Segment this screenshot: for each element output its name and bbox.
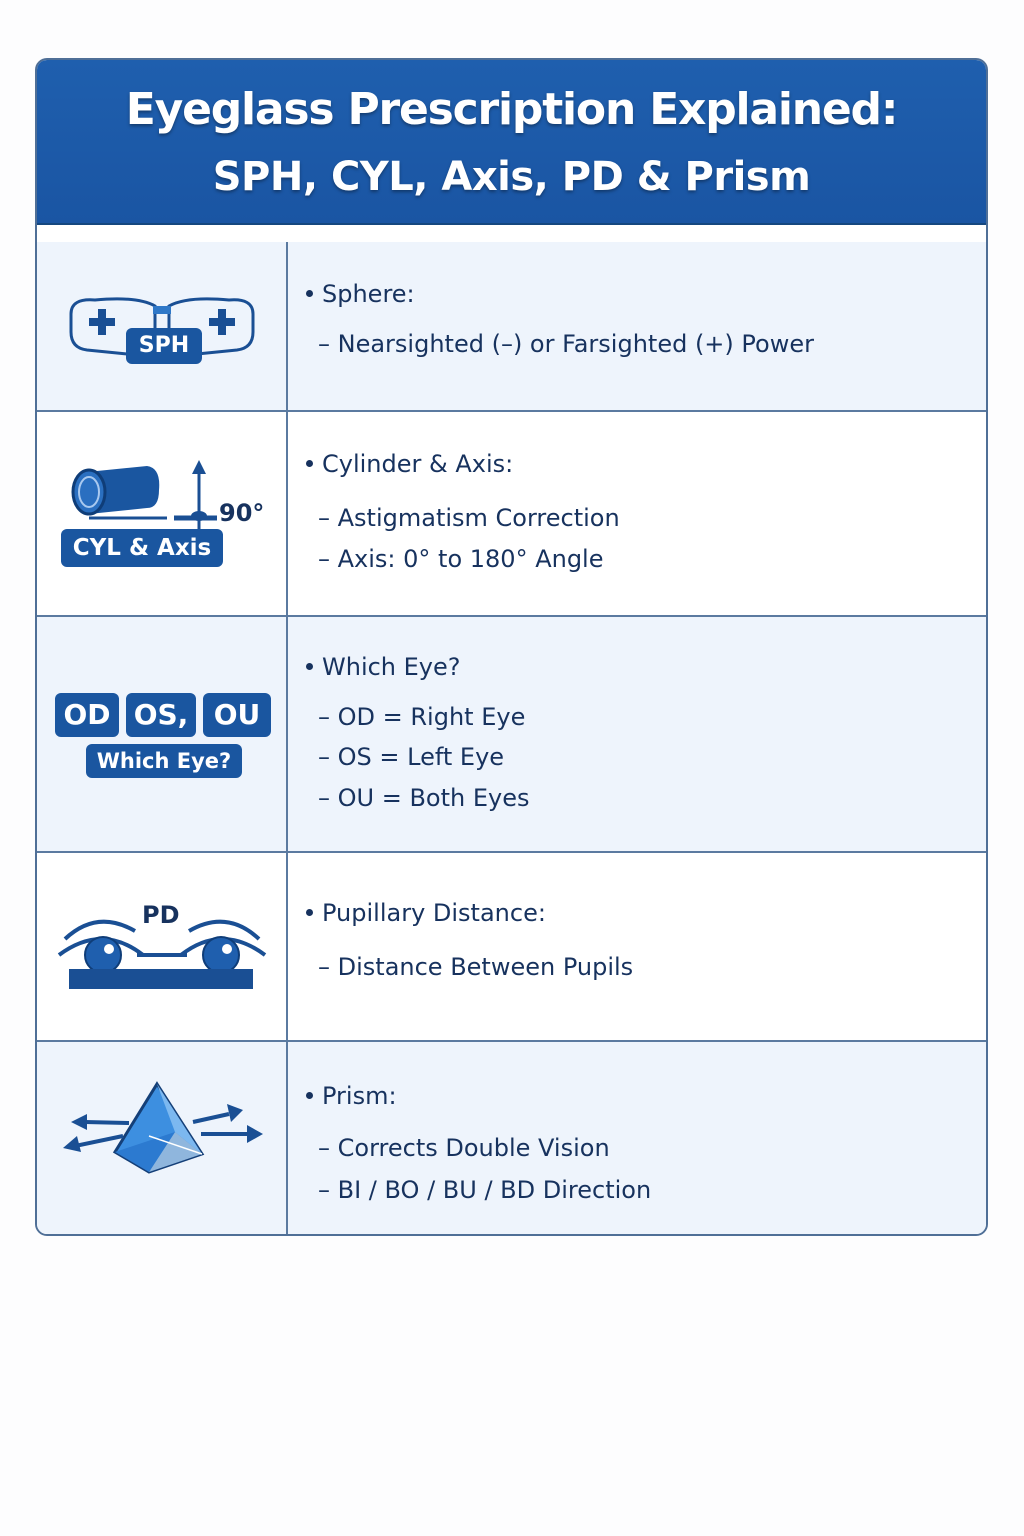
od-badge: OD	[55, 693, 119, 737]
bullet-icon	[306, 1092, 313, 1099]
heading-sphere: Sphere:	[306, 280, 415, 308]
cyl-axis-badge: CYL & Axis	[61, 529, 223, 567]
heading-cylinder: Cylinder & Axis:	[306, 450, 513, 478]
row-sphere	[37, 242, 986, 410]
list-item: – OS = Left Eye	[318, 743, 505, 771]
heading-pd: Pupillary Distance:	[306, 899, 546, 927]
icon-cell-which-eye	[37, 617, 288, 851]
heading-prism: Prism:	[306, 1082, 397, 1110]
icon-cell-prism	[37, 1042, 288, 1236]
bullet-icon	[306, 663, 313, 670]
row-prism	[37, 1040, 986, 1236]
bullet-icon	[306, 460, 313, 467]
sph-badge: SPH	[126, 328, 202, 364]
header-banner	[37, 60, 986, 225]
text-cell-which-eye	[288, 617, 986, 851]
icon-cell-pd	[37, 853, 288, 1040]
heading-which-eye: Which Eye?	[306, 653, 461, 681]
prescription-card	[35, 58, 988, 1236]
page-subtitle: SPH, CYL, Axis, PD & Prism	[212, 154, 811, 200]
angle-label: 90°	[219, 499, 265, 527]
bullet-icon	[306, 909, 313, 916]
page-title: Eyeglass Prescription Explained:	[125, 84, 898, 135]
ou-badge: OU	[203, 693, 271, 737]
which-eye-badge: Which Eye?	[86, 744, 242, 778]
list-item: – BI / BO / BU / BD Direction	[318, 1176, 652, 1204]
row-pd	[37, 851, 986, 1040]
list-item: – Astigmatism Correction	[318, 504, 620, 532]
list-item: – Distance Between Pupils	[318, 953, 634, 981]
list-item: – OU = Both Eyes	[318, 784, 530, 812]
row-cylinder	[37, 410, 986, 615]
list-item: – Nearsighted (–) or Farsighted (+) Power	[318, 330, 814, 358]
icon-cell-cylinder	[37, 412, 288, 615]
text-cell-sphere	[288, 242, 986, 410]
row-which-eye	[37, 615, 986, 851]
text-cell-cylinder	[288, 412, 986, 615]
list-item: – Corrects Double Vision	[318, 1134, 610, 1162]
text-cell-prism	[288, 1042, 986, 1236]
list-item: – OD = Right Eye	[318, 703, 526, 731]
icon-cell-sphere	[37, 242, 288, 410]
text-cell-pd	[288, 853, 986, 1040]
bullet-icon	[306, 290, 313, 297]
prism-arrows-icon	[57, 1080, 272, 1180]
os-badge: OS,	[126, 693, 196, 737]
pd-label: PD	[142, 901, 180, 929]
list-item: – Axis: 0° to 180° Angle	[318, 545, 604, 573]
